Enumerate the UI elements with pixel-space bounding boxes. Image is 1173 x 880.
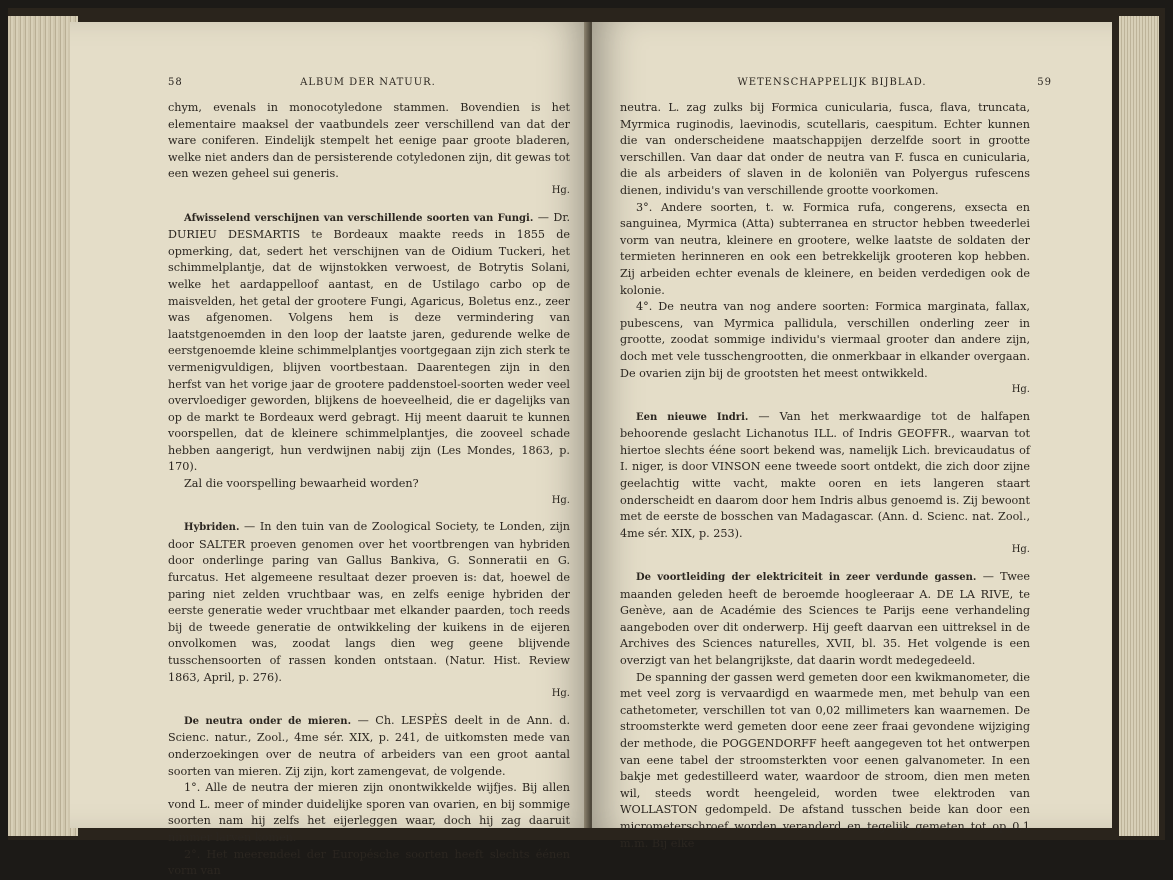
left-head-title: ALBUM DER NATUUR. [300,77,436,88]
article-body: — Twee maanden geleden heeft de beroemde hoogleeraar A. DE LA RIVE, te Genève, aan de Académie des Sciences te Parijs eene verhandeling aangeboden over dit onderwerp. Hij geeft daarvan een uittreksel in de Archives des Sciences naturelles, XVII, bl. 35. Het volgende is een overzigt van het belangrijkste, dat daarin wordt medegedeeld. [620,570,1031,667]
signature: Hg. [1011,544,1030,556]
article-heading: Een nieuwe Indri. [636,411,749,423]
paragraph: neutra. L. zag zulks bij Formica cunicularia, fusca, flava, truncata, Myrmica ruginodis, laevinodis, scutellaris, caespitum. Echter kunnen die van onderscheidene maatschappijen derzelfde soort in grootte verschillen. Van daar dat onder de neutra van F. fusca en cunicularia, die als arbeiders of slaven in de koloniën van Polyergus rufescens dienen, individu's van verschillende grootte voorkomen. [620,101,1030,197]
signature: Hg. [551,494,570,506]
signature: Hg. [1011,384,1030,396]
right-text-column [620,100,1030,852]
article-body: — Ch. LESPÈS deelt in de Ann. d. Scienc. natur., Zool., 4me sér. XIX, p. 241, de uitkomsten mede van onderzoekingen over de neutra of arbeiders van een groot aantal soorten van mieren. Zij zijn, kort zamengevat, de volgende. [168,713,571,778]
page-edges-left [8,16,78,836]
right-page-number: 59 [1037,77,1052,88]
paragraph: Zal die voorspelling bewaarheid worden? [184,477,419,491]
article-heading: De voortleiding der elektriciteit in zeer verdunde gassen. [636,572,977,584]
article-heading: De neutra onder de mieren. [184,715,352,727]
article-body: — In den tuin van de Zoological Society, te Londen, zijn door SALTER proeven genomen over het voortbrengen van hybriden door onderlinge paring van Gallus Bankiva, G. Sonneratii en G. furcatus. Het algemeene resultaat dezer proeven is: dat, hoewel de paring niet zelden vruchtbaar was, en zelfs eenige hybriden der eerste generatie weder vruchtbaar met elkander paarden, toch reeds bij de tweede generatie de ontwikkeling der kuikens in de eijeren onvolkomen was, zoodat langs dien weg geene blijvende tusschensoorten of rassen konden ontstaan. (Natur. Hist. Review 1863, April, p. 276). [168,520,571,684]
article-body: — Dr. DURIEU DESMARTIS te Bordeaux maakte reeds in 1855 de opmerking, dat, sedert het verschijnen van de Oidium Tuckeri, het schimmelplantje, dat de wijnstokken verwoest, de Botrytis Solani, welke het aardappelloof aantast, en de Ustilago carbo op de maisvelden, het getal der grootere Fungi, Agaricus, Boletus enz., zeer was afgenomen. Volgens hem is deze vermindering van laatstgenoemden in den loop der laatste jaren, gedurende welke de eerstgenoemde kleine schimmelplantjes voortgegaan zijn zich sterk te vermenigvuldigen, blijven voortbestaan. Daarentegen zijn in den herfst van het vorige jaar de grootere paddenstoel-soorten weder veel overvloediger geworden, blijkens de hoeveelheid, die er dagelijks van op de markt te Bordeaux werd gebragt. Hij meent daaruit te kunnen voorspellen, dat de kleinere schimmelplantjes, die zooveel schade hebben aangerigt, hun verdwijnen nabij zijn (Les Mondes, 1863, p. 170). [168,210,571,474]
right-head-title: WETENSCHAPPELIJK BIJBLAD. [737,77,927,88]
article-mieren [168,713,570,780]
paragraph: chym, evenals in monocotyledone stammen. Bovendien is het elementaire maaksel der vaatbundels zeer verschillend van dat der ware coniferen. Eindelijk stempelt het eenige paar groote bladeren, welke niet anders dan de persisterende cotyledonen zijn, dit gewas tot een wezen geheel sui generis. [168,101,570,181]
article-indri [620,409,1030,543]
article-heading: Hybriden. [184,522,240,534]
list-item: 4°. De neutra van nog andere soorten: Formica marginata, fallax, pubescens, van Myrmica pallidula, verschillen onderling zeer in grootte, zoodat sommige individu's viermaal grooter dan andere zijn, doch met vele tusschengrootten, die onmerkbaar in elkander overgaan. De ovarien zijn bij de grootsten het meest ontwikkeld. [620,300,1030,380]
left-page-number: 58 [168,77,183,88]
left-page [70,22,590,878]
right-page [592,22,1112,850]
article-elektriciteit [620,569,1030,670]
page-edges-right [1119,16,1159,836]
signature: Hg. [551,688,570,700]
paragraph: De spanning der gassen werd gemeten door een kwikmanometer, die met veel zorg is vervaardigd en waarmede men, met behulp van een cathetometer, verschillen tot van 0,02 millimeters kan waarnemen. De stroomsterkte werd gemeten door eene zeer fraai gevondene wijziging der methode, die POGGENDORFF heeft aangegeven tot het ontwerpen van eene tabel der stroomsterkten voor eenen galvanometer. In een bakje met gedestilleerd water, waardoor de stroom, dien men meten wil, steeds wordt heengeleid, worden twee elektroden van WOLLASTON gedompeld. De afstand tusschen beide kan door een micrometerschroef worden veranderd en tegelijk gemeten tot op 0,1 m.m. Bij elke [620,670,1030,850]
article-hybriden [168,519,570,686]
left-text-column [168,100,570,880]
signature: Hg. [551,184,570,196]
article-fungi [168,210,570,477]
list-item: 2°. Het meerendeel der Europésche soorten heeft slechts éénen vorm van [168,847,570,878]
article-body: — Van het merkwaardige tot de halfapen behoorende geslacht Lichanotus ILL. of Indris GEOFFR., waarvan tot hiertoe slechts ééne soort bekend was, namelijk Lich. brevicaudatus of I. niger, is door VINSON eene tweede soort ontdekt, die zich door zijne geelachtig witte vacht, makte ooren en iets langeren staart onderscheidt en daarom door hem Indris albus genoemd is. Zij bewoont met de eerste de bosschen van Madagascar. (Ann. d. Scienc. nat. Zool., 4me sér. XIX, p. 253). [620,409,1030,540]
list-item: 3°. Andere soorten, t. w. Formica rufa, congerens, exsecta en sanguinea, Myrmica (Atta) subterranea en structor hebben tweederlei vorm van neutra, kleinere en grootere, welke laatste de soldaten der termieten herinneren en ook een betrekkelijk grooteren kop hebben. Zij arbeiden echter evenals de kleinere, en beiden verdedigen ook de kolonie. [620,200,1030,297]
article-heading: Afwisselend verschijnen van verschillende soorten van Fungi. [184,212,534,224]
list-item: 1°. Alle de neutra der mieren zijn onontwikkelde wijfjes. Bij allen vond L. meer of minder duidelijke sporen van ovarien, en bij sommige soorten nam hij zelfs het eijerleggen waar, doch hij zag daaruit nimmer larven komen. [168,781,570,844]
